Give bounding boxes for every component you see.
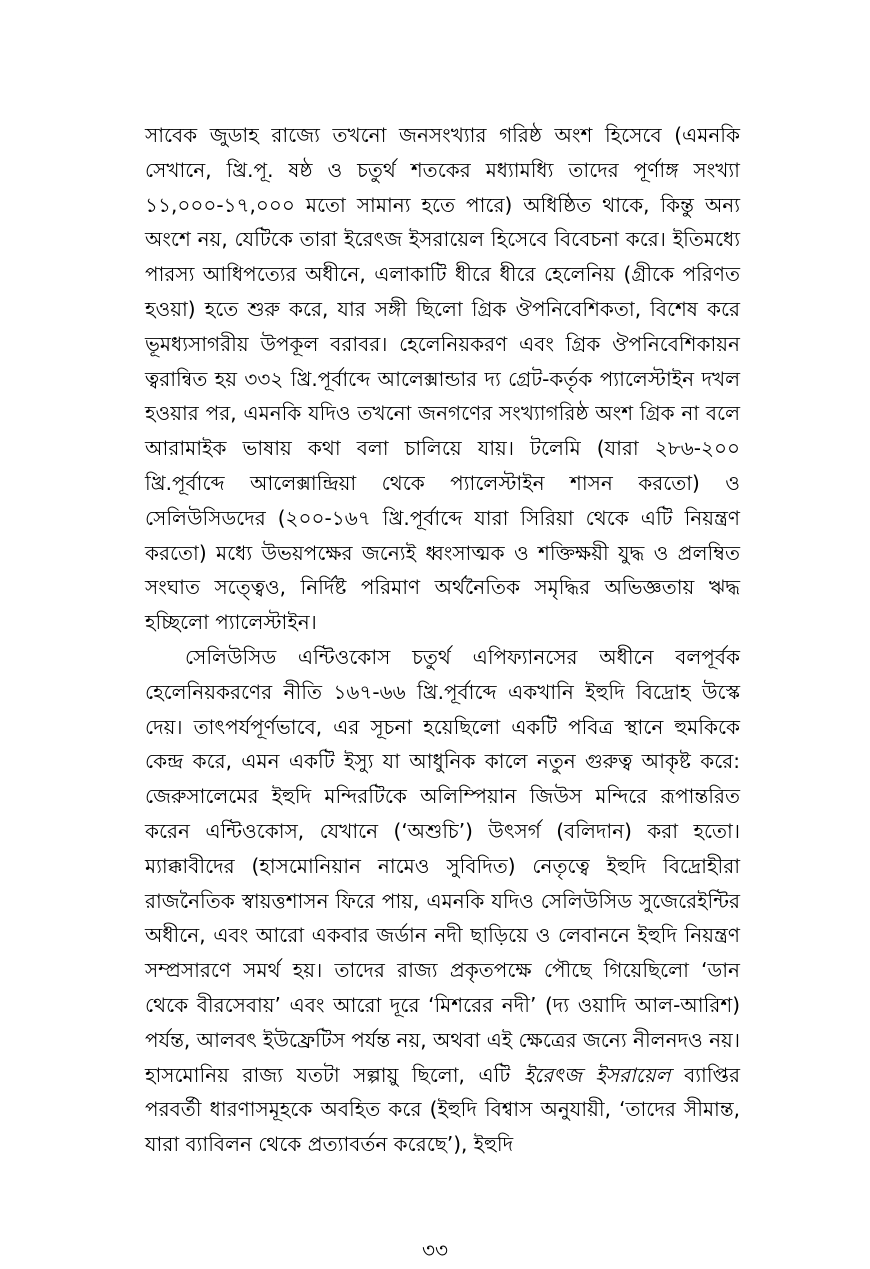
emphasized-term: ইরেৎজ ইসরায়েল	[523, 1062, 671, 1087]
paragraph-2-text-start: সেলিউসিড এন্টিওকোস চতুর্থ এপিফ্যানসের অধীনে বলপূর্বক হেলেনিয়করণের নীতি ১৬৭-৬৬ খ্রি.পূর্বাব্দে একখানি ইহুদি বিদ্রোহ উস্কে দেয়। তাৎপর্যপূর্ণভাবে, এর সূচনা হয়েছিলো একটি পবিত্র স্থানে হুমকিকে কেন্দ্র করে, এমন একটি ইস্যু যা আধুনিক কালে নতুন গুরুত্ব আকৃষ্ট করে: জেরুসালেমের ইহুদি মন্দিরটিকে অলিম্পিয়ান জিউস মন্দিরে রূপান্তরিত করেন এন্টিওকোস, যেখানে (‘অশুচি’) উৎসর্গ (বলিদান) করা হতো। ম্যাক্কাবীদের (হাসমোনিয়ান নামেও সুবিদিত) নেতৃত্বে ইহুদি বিদ্রোহীরা রাজনৈতিক স্বায়ত্তশাসন ফিরে পায়, এমনকি যদিও সেলিউসিড সুজেরেইন্টির অধীনে, এবং আরো একবার জর্ডান নদী ছাড়িয়ে ও লেবাননে ইহুদি নিয়ন্ত্রণ সম্প্রসারণে সমর্থ হয়। তাদের রাজ্য প্রকৃতপক্ষে পৌছে গিয়েছিলো ‘ডান থেকে বীরসেবায়’ এবং আরো দূরে ‘মিশরের নদী’ (দ্য ওয়াদি আল-আরিশ) পর্যন্ত, আলবৎ ইউফ্রেটিস পর্যন্ত নয়, অথবা এই ক্ষেত্রের জন্যে নীলনদও নয়। হাসমোনিয় রাজ্য যতটা সল্পায়ু ছিলো, এটি	[145, 644, 740, 1087]
paragraph-2-text-end: ব্যাপ্তির পরবর্তী ধারণাসমূহকে অবহিত করে (ইহুদি বিশ্বাস অনুযায়ী, ‘তাদের সীমান্ত, যারা ব্যাবিলন থেকে প্রত্যাবর্তন করেছে’), ইহুদি	[145, 1062, 740, 1157]
page-number: ৩৩	[421, 1238, 448, 1262]
paragraph-1: সাবেক জুডাহ রাজ্যে তখনো জনসংখ্যার গরিষ্ঠ অংশ হিসেবে (এমনকি সেখানে, খ্রি.পূ. ষষ্ঠ ও চতুর্থ শতকের মধ্যামধ্যি তাদের পূর্ণাঙ্গ সংখ্যা ১১,০০০-১৭,০০০ মতো সামান্য হতে পারে) অধিষ্ঠিত থাকে, কিন্তু অন্য অংশে নয়, যেটিকে তারা ইরেৎজ ইসরায়েল হিসেবে বিবেচনা করে। ইতিমধ্যে পারস্য আধিপত্যের অধীনে, এলাকাটি ধীরে ধীরে হেলেনিয় (গ্রীকে পরিণত হওয়া) হতে শুরু করে, যার সঙ্গী ছিলো গ্রিক ঔপনিবেশিকতা, বিশেষ করে ভূমধ্যসাগরীয় উপকূল বরাবর। হেলেনিয়করণ এবং গ্রিক ঔপনিবেশিকায়ন ত্বরান্বিত হয় ৩৩২ খ্রি.পূর্বাব্দে আলেক্সান্ডার দ্য গ্রেট-কর্তৃক প্যালেস্টাইন দখল হওয়ার পর, এমনকি যদিও তখনো জনগণের সংখ্যাগরিষ্ঠ অংশ গ্রিক না বলে আরামাইক ভাষায় কথা বলা চালিয়ে যায়। টলেমি (যারা ২৮৬-২০০ খ্রি.পূর্বাব্দে আলেক্সান্দ্রিয়া থেকে প্যালেস্টাইন শাসন করতো) ও সেলিউসিডদের (২০০-১৬৭ খ্রি.পূর্বাব্দে যারা সিরিয়া থেকে এটি নিয়ন্ত্রণ করতো) মধ্যে উভয়পক্ষের জন্যেই ধ্বংসাত্মক ও শক্তিক্ষয়ী যুদ্ধ ও প্রলম্বিত সংঘাত সত্ত্বেও, নির্দিষ্ট পরিমাণ অর্থনৈতিক সমৃদ্ধির অভিজ্ঞতায় ঋদ্ধ হচ্ছিলো প্যালেস্টাইন।	[145, 123, 740, 635]
paragraph-2	[145, 640, 740, 1162]
body-text	[145, 118, 740, 1162]
